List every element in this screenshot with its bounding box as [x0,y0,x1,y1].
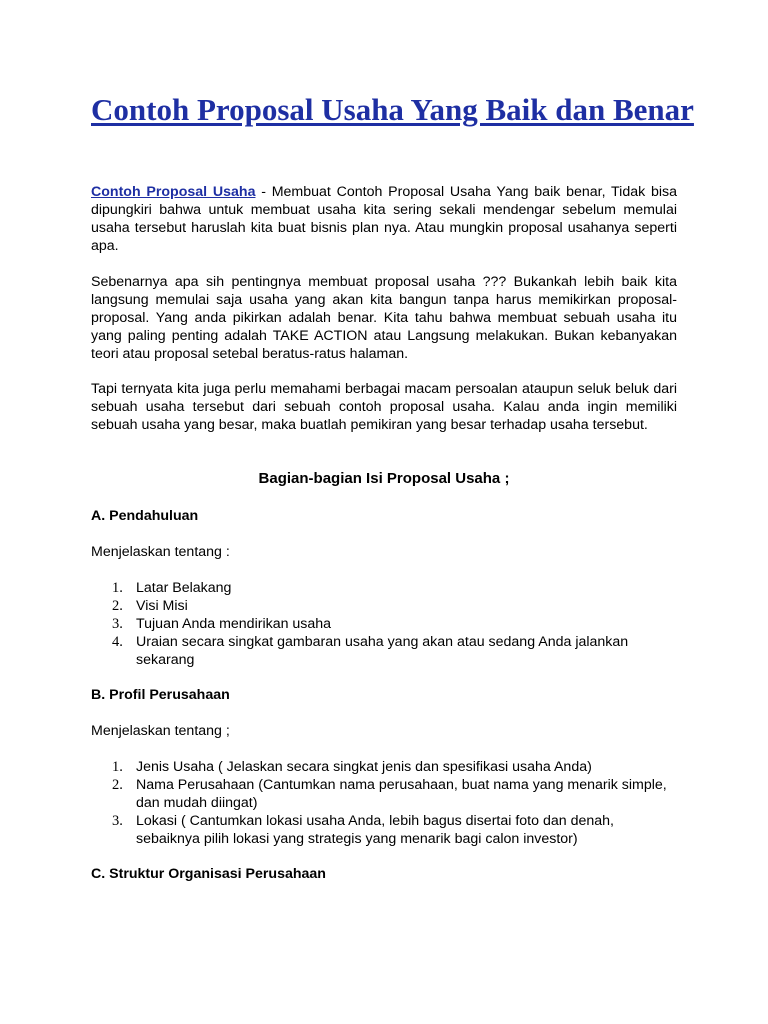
section-a-heading: A. Pendahuluan [91,508,199,524]
paragraph-3 [91,380,677,434]
section-b-list [91,758,677,848]
intro-paragraph [91,183,677,255]
list-number: 3. [112,616,123,632]
intro-text: - Membuat Contoh Proposal Usaha Yang baik benar, Tidak bisa dipungkiri bahwa untuk membuat usaha kita sering sekali mendengar sebelum memulai usaha tersebut haruslah kita buat bisnis plan nya. Atau mungkin proposal usahanya seperti apa. [91,184,677,254]
list-item [91,758,677,776]
paragraph-3-text: Tapi ternyata kita juga perlu memahami berbagai macam persoalan ataupun seluk beluk dari sebuah usaha tersebut dari sebuah contoh proposal usaha. Kalau anda ingin memiliki sebuah usaha yang besar, maka buatlah pemikiran yang besar terhadap usaha tersebut. [91,381,677,433]
list-number: 4. [112,634,123,650]
list-item-text: Latar Belakang [136,580,232,596]
list-number: 3. [112,813,123,829]
section-heading: Bagian-bagian Isi Proposal Usaha ; [258,470,510,487]
list-item [91,776,677,812]
list-item-text: Nama Perusahaan (Cantumkan nama perusahaan, buat nama yang menarik simple, dan mudah diingat) [136,777,667,811]
list-item [91,579,677,597]
section-b-intro: Menjelaskan tentang ; [91,723,230,739]
list-number: 2. [112,777,123,793]
list-item-text: Uraian secara singkat gambaran usaha yang akan atau sedang Anda jalankan sekarang [136,634,629,668]
list-item-text: Visi Misi [136,598,188,614]
list-item-text: Tujuan Anda mendirikan usaha [136,616,332,632]
section-b-heading: B. Profil Perusahaan [91,687,230,703]
document-title[interactable]: Contoh Proposal Usaha Yang Baik dan Benar [91,92,694,127]
list-number: 1. [112,580,123,596]
paragraph-2 [91,273,677,363]
list-item-text: Lokasi ( Cantumkan lokasi usaha Anda, lebih bagus disertai foto dan denah, sebaiknya pilih lokasi yang strategis yang menarik bagi calon investor) [136,813,614,847]
intro-link[interactable]: Contoh Proposal Usaha [91,184,256,200]
section-c-heading: C. Struktur Organisasi Perusahaan [91,866,326,882]
section-a-intro: Menjelaskan tentang : [91,544,230,560]
section-a-list [91,579,677,669]
paragraph-2-text: Sebenarnya apa sih pentingnya membuat proposal usaha ??? Bukankah lebih baik kita langsung memulai saja usaha yang akan kita bangun tanpa harus memikirkan proposal-proposal. Yang anda pikirkan adalah benar. Kita tahu bahwa membuat sebuah usaha itu yang paling penting adalah TAKE ACTION atau Langsung melakukan. Bukan kebanyakan teori atau proposal setebal beratus-ratus halaman. [91,274,677,362]
list-item-text: Jenis Usaha ( Jelaskan secara singkat jenis dan spesifikasi usaha Anda) [136,759,592,775]
list-item [91,615,677,633]
list-item [91,812,677,848]
list-number: 2. [112,598,123,614]
list-item [91,633,677,669]
list-item [91,597,677,615]
list-number: 1. [112,759,123,775]
